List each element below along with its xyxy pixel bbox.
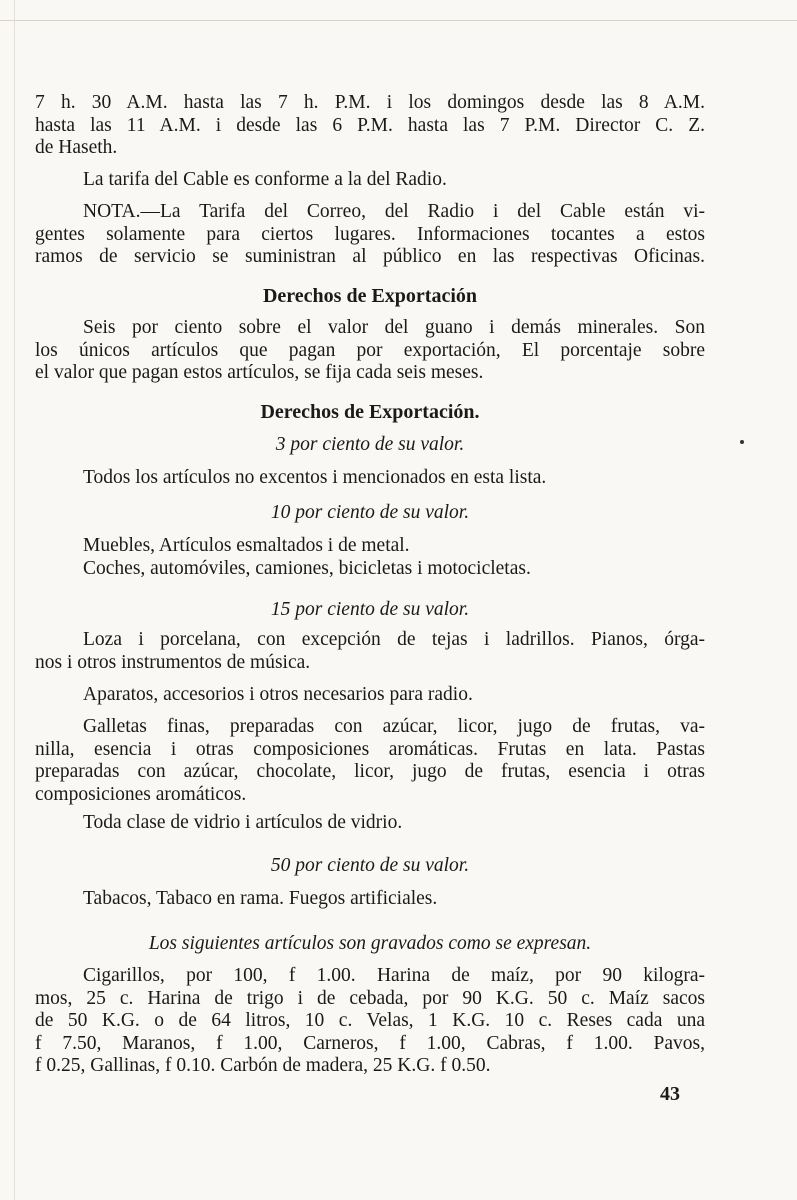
text-line: Aparatos, accesorios i otros necesarios para radio. <box>83 684 473 705</box>
paragraph-specific-duties <box>35 965 705 1078</box>
paragraph-rate-50 <box>35 888 705 911</box>
text-line: gentes solamente para ciertos lugares. Informaciones tocantes a estos <box>35 223 705 245</box>
paragraph-rate-3 <box>35 467 705 490</box>
text-line: Muebles, Artículos esmaltados i de metal. <box>83 535 410 556</box>
rate-subheading: 10 por ciento de su valor. <box>270 502 470 523</box>
rate-subheading: 50 por ciento de su valor. <box>270 855 470 876</box>
section-heading: Derechos de Exportación <box>262 285 478 307</box>
text-line: de 50 K.G. o de 64 litros, 10 c. Velas, 1 K.G. 10 c. Reses cada una <box>35 1010 705 1031</box>
text-line: Galletas finas, preparadas con azúcar, licor, jugo de frutas, va- <box>83 716 705 737</box>
text-line: Coches, automóviles, camiones, bicicletas i motocicletas. <box>83 557 531 579</box>
ink-speck <box>740 440 744 444</box>
text-line: f 0.25, Gallinas, f 0.10. Carbón de madera, 25 K.G. f 0.50. <box>35 1055 491 1076</box>
text-line: Todos los artículos no excentos i mencionados en esta lista. <box>83 467 547 488</box>
text-line: hasta las 11 A.M. i desde las 6 P.M. hasta las 7 P.M. Director C. Z. <box>35 114 705 136</box>
paragraph-radio <box>35 684 705 707</box>
text-line: 7 h. 30 A.M. hasta las 7 h. P.M. i los domingos desde las 8 A.M. <box>35 92 705 113</box>
text-line: el valor que pagan estos artículos, se fija cada seis meses. <box>35 362 484 383</box>
text-line: mos, 25 c. Harina de trigo i de cebada, por 90 K.G. 50 c. Maíz sacos <box>35 987 705 1009</box>
paragraph-loza <box>35 629 705 674</box>
text-line: La tarifa del Cable es conforme a la del Radio. <box>83 169 447 190</box>
paragraph-vidrio <box>35 812 705 835</box>
paragraph-hours <box>35 92 705 160</box>
text-line: composiciones aromáticos. <box>35 783 247 805</box>
page-edge-top <box>0 20 797 21</box>
rate-subheading: 3 por ciento de su valor. <box>275 434 465 455</box>
paragraph-nota <box>35 201 705 269</box>
text-line: nilla, esencia i otras composiciones aromáticas. Frutas en lata. Pastas <box>35 738 705 760</box>
page-edge-left <box>14 0 15 1200</box>
paragraph-galletas <box>35 716 705 806</box>
paragraph-rate-10 <box>35 535 705 580</box>
text-line: Seis por ciento sobre el valor del guano i demás minerales. Son <box>83 317 705 338</box>
text-line: de Haseth. <box>35 137 118 158</box>
text-line: Cigarillos, por 100, f 1.00. Harina de maíz, por 90 kilogra- <box>83 965 705 986</box>
text-line: los únicos artículos que pagan por exportación, El porcentaje sobre <box>35 339 705 361</box>
text-line: nos i otros instrumentos de música. <box>35 651 311 673</box>
text-line: Tabacos, Tabaco en rama. Fuegos artificiales. <box>83 888 438 909</box>
section-heading: Derechos de Exportación. <box>260 401 480 423</box>
text-line: ramos de servicio se suministran al público en las respectivas Oficinas. <box>35 246 705 267</box>
text-line: f 7.50, Maranos, f 1.00, Carneros, f 1.00, Cabras, f 1.00. Pavos, <box>35 1032 705 1054</box>
page-number: 43 <box>660 1083 680 1105</box>
text-line: preparadas con azúcar, chocolate, licor, jugo de frutas, esencia i otras <box>35 761 705 782</box>
paragraph-cable-tariff <box>35 169 705 192</box>
rate-subheading: Los siguientes artículos son gravados como se expresan. <box>148 933 592 954</box>
text-line: NOTA.—La Tarifa del Correo, del Radio i del Cable están vi- <box>83 201 705 222</box>
text-line: Loza i porcelana, con excepción de tejas i ladrillos. Pianos, órga- <box>83 629 705 650</box>
text-line: Toda clase de vidrio i artículos de vidrio. <box>83 812 403 833</box>
paragraph-export-guano <box>35 317 705 385</box>
rate-subheading: 15 por ciento de su valor. <box>270 599 470 620</box>
